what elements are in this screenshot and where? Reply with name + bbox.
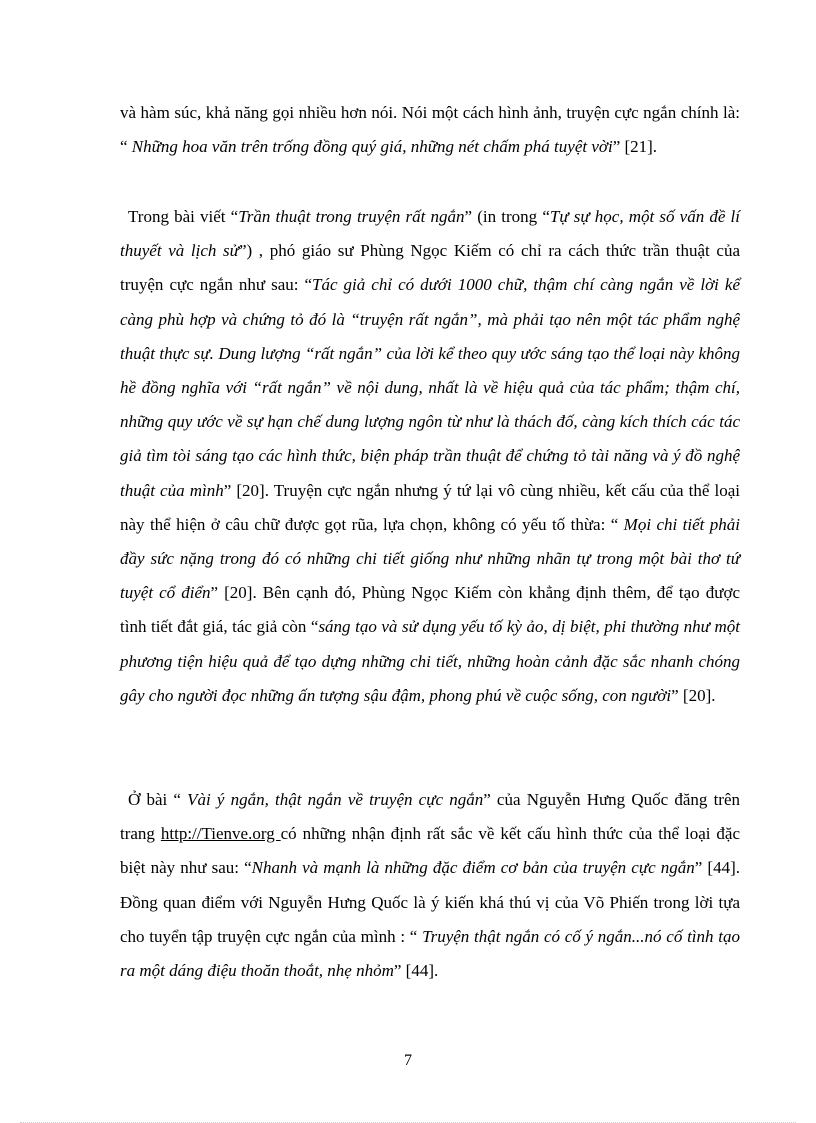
text-run: ” [20].: [671, 685, 716, 705]
paragraph-1: [120, 96, 740, 164]
text-run: ” [21].: [612, 137, 658, 157]
text-run: ” (in trong “: [464, 207, 550, 226]
text-run: Trong bài viết “: [128, 207, 239, 226]
text-run: ” của Nguyễn Hưng Quốc đăng trên trang: [120, 790, 740, 844]
italic-quote: Những hoa văn trên trống đồng quý giá, những nét chấm phá tuyệt vời: [131, 137, 613, 157]
italic-quote: Mọi chi tiết phải đầy sức nặng trong đó có những chi tiết giống như những nhãn tự trong một bài thơ tứ tuyệt cổ điển: [120, 514, 740, 603]
text-run: ”) , phó giáo sư Phùng Ngọc Kiếm có chỉ ra cách thức trần thuật của truyện cực ngắn như sau: “: [120, 241, 740, 295]
text-run: ” [20]. Truyện cực ngắn nhưng ý tứ lại vô cùng nhiều, kết cấu của thể loại này thể hiện ở câu chữ được gọt rũa, lựa chọn, không có yếu tố thừa: “: [120, 480, 740, 534]
italic-quote: Truyện thật ngắn có cố ý ngắn...nó cố tình tạo ra một dáng điệu thoăn thoắt, nhẹ nhỏm: [120, 926, 740, 981]
text-run: ” [20]. Bên cạnh đó, Phùng Ngọc Kiếm còn khẳng định thêm, để tạo được tình tiết đắt giá, tác giả còn “: [120, 583, 740, 637]
paragraph-2: [120, 200, 740, 713]
italic-quote: Tác giả chỉ có dưới 1000 chữ, thậm chí càng ngắn về lời kể càng phù hợp và chứng tỏ đó là “truyện rất ngắn”, mà phải tạo nên một tác phẩm nghệ thuật thực sự. Dung lượng “rất ngắn” của lời kể theo quy ước sáng tạo thể loại này không hề đồng nghĩa với “rất ngắn” về nội dung, nhất là về hiệu quả của tác phẩm; thậm chí, những quy ước về sự hạn chế dung lượng ngôn từ như là thách đố, càng kích thích các tác giả tìm tòi sáng tạo các hình thức, biện pháp trần thuật để chứng tỏ tài năng và ý đồ nghệ thuật của mình: [120, 275, 740, 500]
italic-quote: sáng tạo và sử dụng yếu tố kỳ ảo, dị biệt, phi thường như một phương tiện hiệu quả để tạo dựng những chi tiết, những hoàn cảnh đặc sắc nhanh chóng gây cho người đọc những ấn tượng sậu đậm, phong phú về cuộc sống, con người: [120, 617, 740, 705]
italic-quote: Trần thuật trong truyện rất ngắn: [238, 207, 465, 226]
text-run: có những nhận định rất sắc về kết cấu hình thức của thể loại đặc biệt này như sau: “: [120, 824, 740, 878]
page-number: 7: [404, 1052, 412, 1069]
text-run: ” [44].: [393, 961, 439, 981]
italic-quote: Nhanh và mạnh là những đặc điểm cơ bản của truyện cực ngắn: [251, 858, 695, 878]
website-link[interactable]: http://Tienve.org: [160, 824, 281, 844]
text-run: ” [44]. Đồng quan điểm với Nguyễn Hưng Quốc là ý kiến khá thú vị của Võ Phiến trong lời tựa cho tuyển tập truyện cực ngắn của mình : “: [120, 858, 741, 946]
italic-quote: Tự sự học, một số vấn đề lí thuyết và lịch sử: [120, 207, 741, 261]
italic-quote: Vài ý ngắn, thật ngắn về truyện cực ngắn: [187, 790, 484, 809]
paragraph-3: [120, 783, 740, 988]
text-run: và hàm súc, khả năng gọi nhiều hơn nói. Nói một cách hình ảnh, truyện cực ngắn chính là: “: [120, 103, 740, 157]
text-run: Ở bài “: [128, 790, 188, 809]
